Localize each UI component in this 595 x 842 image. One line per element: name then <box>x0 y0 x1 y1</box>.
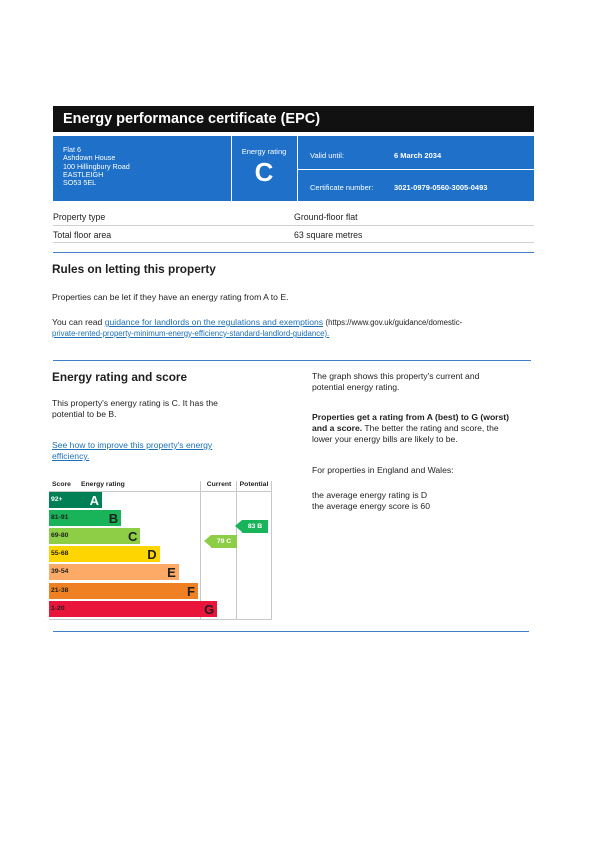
graph-explanation <box>312 371 479 393</box>
floor-area-label: Total floor area <box>53 230 112 240</box>
band-letter: E <box>167 565 176 581</box>
band-letter: D <box>147 547 157 563</box>
bold-text: and a score. <box>312 423 363 433</box>
letting-text: Properties can be let if they have an energy rating from A to E. <box>52 292 289 302</box>
text-line: the average energy rating is D <box>312 490 428 500</box>
potential-header: Potential <box>239 481 269 488</box>
score-header: Score <box>52 481 71 488</box>
guidance-line <box>52 328 522 339</box>
valid-until-label: Valid until: <box>310 151 345 160</box>
page-title: Energy performance certificate (EPC) <box>53 106 534 132</box>
band-f <box>49 583 198 599</box>
band-score: 55-68 <box>51 550 69 558</box>
plain-text: The better the rating and score, the <box>362 423 499 433</box>
arrow-tip <box>235 520 242 532</box>
improve-link[interactable] <box>52 440 212 462</box>
section-divider <box>53 360 531 361</box>
property-type-value: Ground-floor flat <box>294 212 358 222</box>
divider <box>298 169 534 170</box>
energy-rating-label: Energy rating <box>241 147 287 156</box>
arrow-label: 79 C <box>216 537 232 545</box>
text-line: The graph shows this property's current and <box>312 371 480 381</box>
guidance-line <box>52 317 522 328</box>
average-rating-text <box>312 490 430 512</box>
certificate-number-value: 3021-0979-0560-3005-0493 <box>394 183 488 192</box>
section-divider <box>53 631 529 632</box>
arrow-tip <box>204 535 211 547</box>
rating-scale-explanation <box>312 412 509 445</box>
guidance-paragraph <box>52 317 522 339</box>
improve-link-line[interactable]: See how to improve this property's energy <box>52 440 213 450</box>
guidance-url-link[interactable]: private-rented-property-minimum-energy-efficiency-standard-landlord-guidance). <box>52 329 330 338</box>
england-wales-text: For properties in England and Wales: <box>312 465 454 475</box>
rating-text-line: potential to be B. <box>52 409 117 419</box>
band-score: 39-54 <box>51 568 69 576</box>
band-score: 81-91 <box>51 514 69 522</box>
certificate-number-label: Certificate number: <box>310 183 374 192</box>
improve-link-line[interactable]: efficiency. <box>52 451 90 461</box>
property-type-label: Property type <box>53 212 106 222</box>
address-line: Flat 6 <box>63 145 81 154</box>
band-score: 1-20 <box>51 604 65 612</box>
band-d <box>49 546 160 562</box>
current-header: Current <box>206 481 232 488</box>
address-line: SO53 5EL <box>63 178 97 188</box>
chart-column-divider <box>236 481 237 620</box>
guidance-link[interactable]: guidance for landlords on the regulations and exemptions <box>104 317 324 327</box>
chart-column-divider <box>271 481 272 620</box>
property-type-row <box>53 208 534 226</box>
chart-border <box>49 619 272 620</box>
band-letter: F <box>187 583 195 599</box>
band-c <box>49 528 140 544</box>
guidance-prefix: You can read <box>52 317 105 327</box>
chart-column-divider <box>200 481 201 620</box>
text-line <box>312 423 509 434</box>
rating-heading: Energy rating and score <box>52 370 188 384</box>
energy-rating-letter: C <box>254 157 274 187</box>
rating-text <box>52 398 218 420</box>
text-line: Properties get a rating from A (best) to G (worst) <box>312 412 510 422</box>
divider <box>53 242 534 243</box>
text-line: lower your energy bills are likely to be. <box>312 434 458 444</box>
section-divider <box>53 252 534 253</box>
band-letter: B <box>108 511 119 527</box>
guidance-url: (https://www.gov.uk/guidance/domestic- <box>325 318 463 327</box>
band-e <box>49 564 179 580</box>
letting-heading: Rules on letting this property <box>52 262 216 276</box>
address-line: 100 Hillingbury Road <box>63 161 130 171</box>
band-letter: C <box>128 529 138 545</box>
valid-until-value: 6 March 2034 <box>394 151 442 160</box>
band-score: 21-38 <box>51 586 69 594</box>
band-a <box>49 492 102 508</box>
band-score: 92+ <box>51 496 63 503</box>
current-rating-arrow <box>211 535 237 548</box>
rating-text-line: This property's energy rating is C. It has the <box>52 398 218 408</box>
band-score: 69-80 <box>51 532 69 540</box>
address-line: Ashdown House <box>63 153 116 163</box>
certificate-summary <box>53 136 534 201</box>
text-line: the average energy score is 60 <box>312 501 430 511</box>
band-letter: G <box>204 601 215 617</box>
band-b <box>49 510 121 526</box>
band-g <box>49 601 217 617</box>
band-letter: A <box>89 493 99 508</box>
text-line: potential energy rating. <box>312 382 400 392</box>
address-line: EASTLEIGH <box>63 169 104 179</box>
floor-area-value: 63 square metres <box>294 230 363 240</box>
potential-rating-arrow <box>242 520 268 533</box>
arrow-label: 83 B <box>247 522 263 530</box>
energy-rating-chart <box>49 481 272 620</box>
property-address <box>63 146 130 187</box>
rating-header: Energy rating <box>81 481 125 488</box>
